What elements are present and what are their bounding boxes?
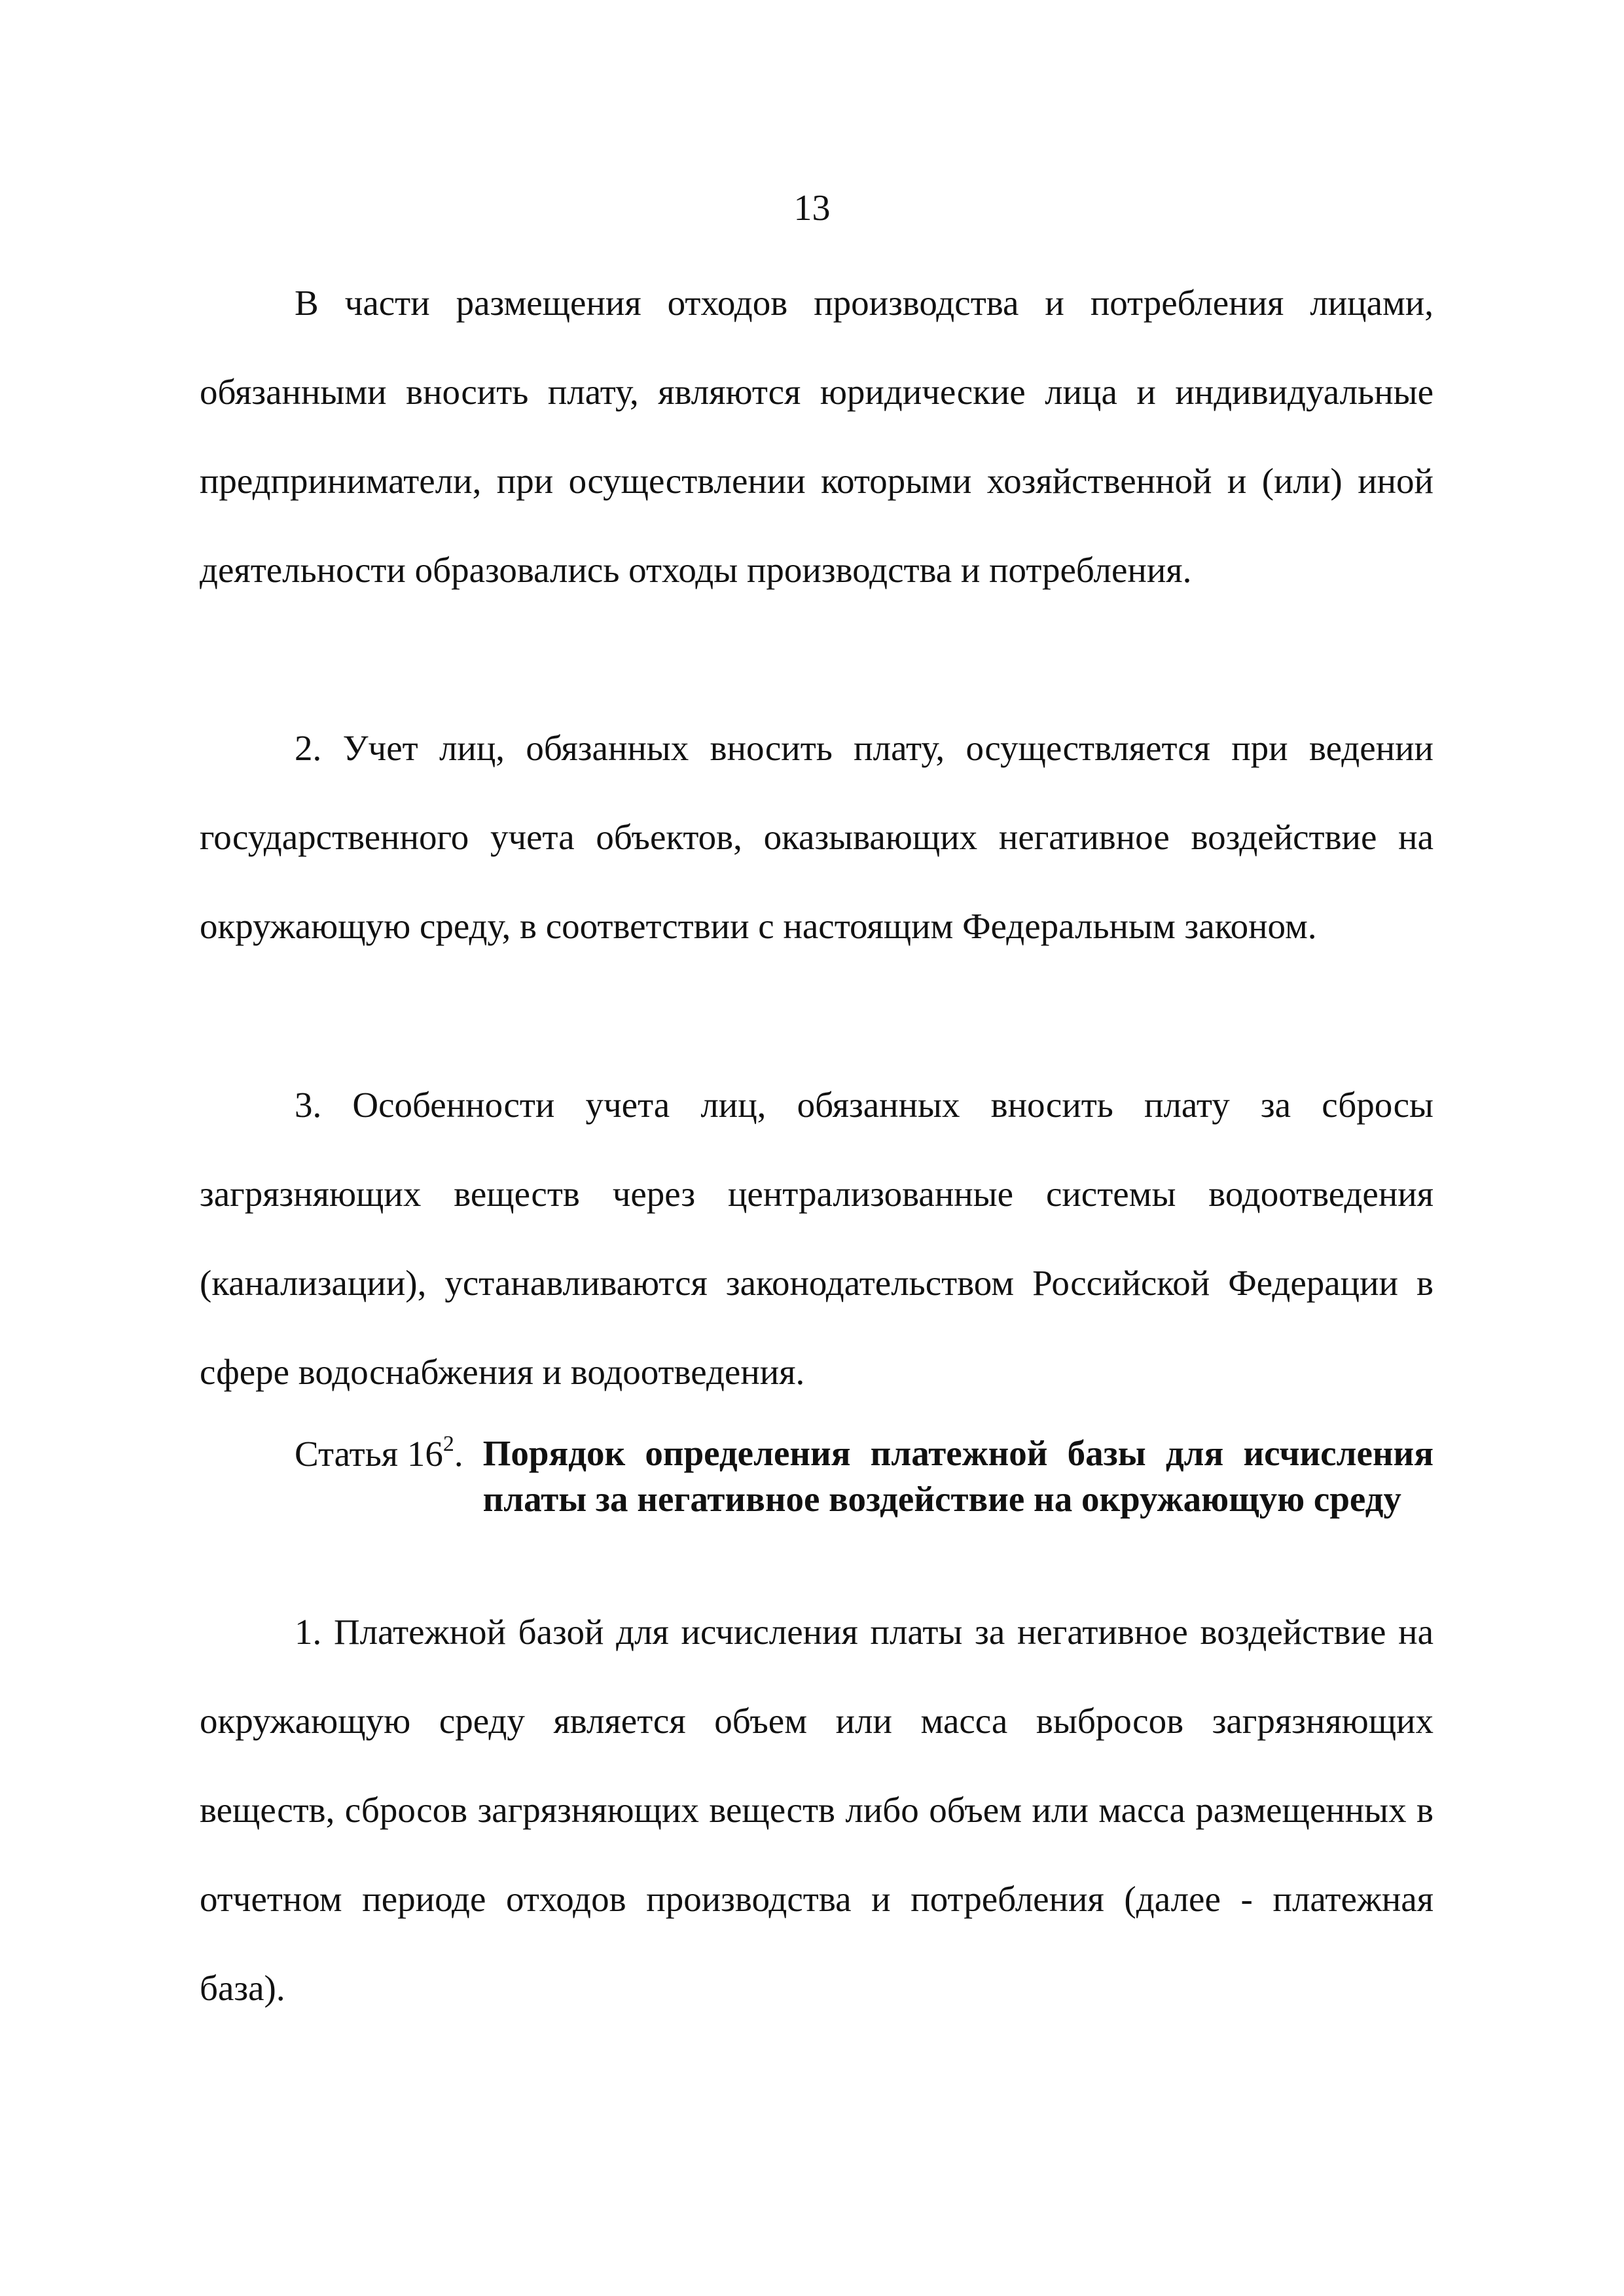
page-number: 13	[793, 188, 831, 228]
article-title: Порядок определения платежной базы для исчисления платы за негативное воздействие на окружающую среду	[482, 1433, 1434, 1519]
body-paragraph: В части размещения отходов производства и потребления лицами, обязанными вносить плату, являются юридические лица и индивидуальные предприниматели, при осуществлении которыми хозяйственной и (или) иной деятельности образовались отходы производства и потребления.	[200, 283, 1434, 590]
article-heading	[295, 1430, 1434, 1522]
body-paragraph: 3. Особенности учета лиц, обязанных вносить плату за сбросы загрязняющих веществ через централизованные системы водоотведения (канализации), устанавливаются законодательством Российской Федерации в сфере водоснабжения и водоотведения.	[200, 1085, 1434, 1392]
article-label-text: Статья 16	[295, 1434, 443, 1474]
article-paragraph: 1. Платежной базой для исчисления платы за негативное воздействие на окружающую среду является объем или масса выбросов загрязняющих веществ, сбросов загрязняющих веществ либо объем или масса размещенных в отчетном периоде отходов производства и потребления (далее - платежная база).	[200, 1612, 1434, 2008]
article-label-superscript: 2	[442, 1431, 454, 1456]
article-label	[295, 1430, 483, 1522]
body-paragraph: 2. Учет лиц, обязанных вносить плату, осуществляется при ведении государственного учета объектов, оказывающих негативное воздействие на окружающую среду, в соответствии с настоящим Федеральным законом.	[200, 728, 1434, 946]
article-label-period: .	[454, 1434, 463, 1474]
